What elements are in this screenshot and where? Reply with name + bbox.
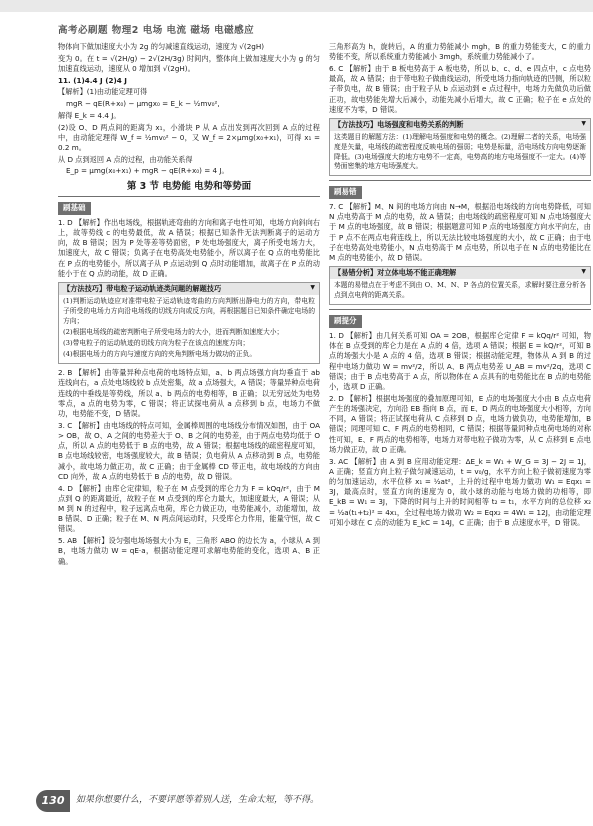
section-title: 第 3 节 电势能 电势和等势面 [126, 180, 252, 192]
footer-motto: 如果你想要什么，不要评愿等着别人送，生命太短，等不得。 [76, 795, 320, 805]
q11-line: 【解析】(1)由动能定理可得 [58, 87, 148, 97]
q11-line: (2)设 O、D 两点间的距离为 x₁，小滑块 P 从 A 点出发到再次回到 A 点的过程中，由动能定理得 W_f = ½mv₀² − 0，又 W_f = 2×μmg(x₀+x₁)，可得 x₁ = 0.2 m。 [58, 122, 320, 152]
tip-line: (2)根据电场线的疏密判断电子所受电场力的大小，进而判断加速度大小； [63, 327, 284, 336]
tip-heading [59, 283, 319, 295]
error-analysis-box [329, 266, 591, 305]
tip-heading-text: 【方法技巧】电场强度和电势关系的判断 [334, 120, 464, 130]
tip-body [330, 279, 590, 304]
page-header: 高考必刷题 物理2 电场 电流 磁场 电磁感应 [58, 25, 255, 36]
page-number: 130 [36, 790, 70, 812]
top-gray-bar [0, 0, 593, 12]
tip-heading [330, 267, 590, 279]
tip-heading [330, 119, 590, 131]
method-tip-box [329, 118, 591, 176]
left-column [58, 42, 320, 777]
q11-line: 从 D 点到返回 A 点的过程，由功能关系得 [58, 154, 193, 164]
q2-improve-explanation: 2. D 【解析】根据电场强度的叠加原理可知，E 点的电场强度大小由 B 点点电荷产生的场强决定，方向沿 EB 指向 B 点，而 E、D 两点的电场强度大小相等，方向不同，A 错误；将正试探电荷从 C 点移到 D 点，电场力做负功，电势能增加，B 错误；同理可知 C、F 两点的电势相同，C 错误；根据等量同种点电荷电场的对称性可知，E、F 两点的电势相等，电场力对带电粒子做功为零，从 C 点移到 E 点电场力做正功，故 D 正确。 [329, 393, 591, 454]
q1-explanation: 1. D 【解析】作出电场线，根据轨迹弯曲的方向和离子电性可知，电场方向斜向右上，故等势线 c 的电势最低，故 A 错误；根据已知条件无法判断离子的运动方向，故 B 错误；因为 P 处等差等势面密，P 处电场强度大，离子所受电场力大，加速度大，故 C 错误；负离子在电势高处电势能小，所以离子在 Q 点的电势能比在 P 点的电势能小，所以离子从 P 点运动到 Q 点时动能增加，故离子在 P 点的动能小于在 Q 点的动能，故 D 正确。 [58, 217, 320, 278]
band-divider [329, 180, 591, 181]
q4-explanation: 4. D 【解析】由库仑定律知，粒子在 M 点受到的库仑力为 F = kQq/r²，由于 M 点到 Q 的距离最近，故粒子在 M 点受到的库仑力最大，加速度最大，A 错误；从 M 到 N 的过程中，粒子远离点电荷，库仑力做正功，电势能减小，动能增加，故 B 错误、D 正确；粒子在 M、N 两点间运动时，只受库仑力作用，能量守恒，故 C 错误。 [58, 483, 320, 534]
triangle-down-icon: ▼ [581, 120, 586, 128]
q1-improve-explanation: 1. D 【解析】由几何关系可知 OA = 2OB，根据库仑定律 F = kQq/r² 可知，物体在 B 点受到的库仑力是在 A 点的 4 倍，选项 A 错误；根据 E = kQ/r²，可知 B 点的场强大小是 A 点的 4 倍，选项 B 错误；根据动能定理，物体从 A 到 B 的过程中电场力做功 W = mv²/2，所以 A、B 两点电势差 U_AB = mv²/2q，选项 C 错误；由于 B 点电势高于 A 点，所以物体在 A 点具有的电势能比在 B 点的电势能小，选项 D 正确。 [329, 330, 591, 391]
q7-explanation: 7. C 【解析】M、N 间的电场方向由 N→M，根据沿电场线的方向电势降低，可知 N 点电势高于 M 点的电势，故 A 错误；由电场线的疏密程度可知 N 点电场强度大于 M 点的电场强度，故 B 错误；根据题意可知 P 点的电场强度方向水平向左，由于 P 点不在两点电荷连线上，所以无法比较电场强度的大小，故 C 正确；由于电子在电势高处电势能小，N 点电势高于 M 点电势，所以电子在 N 点的电势能比在 M 点的电势能小，故 D 错误。 [329, 201, 591, 263]
tip-line: 本题的易错点在于考虑不到由 O、M、N、P 各点的位置关系，求解时要注意分析各点到点电荷的距离关系。 [334, 281, 586, 300]
tip-line: (4)根据电场力的方向与速度方向的夹角判断电场力做功的正负。 [63, 349, 257, 358]
page-footer [36, 790, 576, 812]
band-improve: 刷提分 [329, 315, 362, 328]
q5-explanation: 5. AB 【解析】设匀强电场场强大小为 E，三角形 ABO 的边长为 a，小球从 A 到 B，电场力做功 W = qE·a，根据动能定理可求解电势能的变化，选项 A、B 正确。 [58, 536, 320, 566]
q11-line: E_p = μmg(x₀+x₁) + mgR − qE(R+x₀) = 4 J。 [66, 166, 229, 176]
q11-line: 解得 E_k = 4.4 J。 [58, 110, 121, 120]
q6-explanation: 6. C 【解析】由于 B 板电势高于 A 板电势，所以 b、c、d、e 四点中，c 点电势最高，故 A 错误；由于带电粒子做曲线运动，所受电场力指向轨迹的凹侧，所以粒子带负电，故 B 错误；由于粒子从 b 点运动到 e 点过程中，电场力先做负功后做正功，故电势能先增大后减小，动能先减小后增大，故 C 正确；粒子在 e 点处的速度不为零，D 错误。 [329, 63, 591, 114]
q3-improve-explanation: 3. AC 【解析】由 A 到 B 应用动能定理：ΔE_k = W₁ + W_G = 3J − 2J = 1J，A 正确；竖直方向上粒子做匀减速运动，t = v₀/g，水平方向上粒子做初速度为零的匀加速运动，水平位移 x₁ = ½at²，上升的过程中电场力做功 W₁ = Eqx₁ = 3J，最高点时，竖直方向的速度为 0，故小球的动能与电场力做的功相等，即 E_kB = W₁ = 3J，下降的时间与上升的时间相等 t₂ = t₁，水平方向的总位移 x₂ = ½a(t₁+t₂)² = 4x₁，全过程电场力做功 W₂ = Eqx₂ = 4W₁ = 12J，由动能定理可知小球在 C 点的动能为 E_kC = 14J，C 正确；由于 B 点速度水平，D 错误。 [329, 456, 591, 527]
q11-line: mgR − qE(R+x₀) − μmgx₀ = E_k − ½mv₀², [66, 99, 220, 109]
continuation-line: 物体向下做加速度大小为 2g 的匀减速直线运动，速度为 √(2gH) [58, 42, 265, 51]
band-divider [329, 309, 591, 310]
method-tip-box [58, 282, 320, 364]
continuation-line: 三角形高为 h，旋转后，A 的重力势能减小 mgh，B 的重力势能变大，C 的重力势能不变，所以系统重力势能减小 3mgh，系统重力势能减小了。 [329, 42, 591, 62]
band-divider [58, 196, 320, 197]
triangle-down-icon: ▼ [581, 268, 586, 276]
question-11-answer: 11. (1)4.4 J (2)4 J [58, 75, 127, 85]
triangle-down-icon: ▼ [310, 284, 315, 292]
right-column [329, 42, 591, 777]
tip-line: (3)带电粒子的运动轨迹的切线方向为粒子在该点的速度方向； [63, 338, 250, 347]
q2-explanation: 2. B 【解析】由等量异种点电荷的电场特点知，a、b 两点场强方向均垂直于 ab 连线向右，a 点处电场线较 b 点处密集，故 a 点场强大，A 错误；等量异种点电荷连线的中垂线是等势线，所以 a、b 两点的电势相等，B 正确；以无穷远处为电势零点，a 点的电势为零，C 错误；将正试探电荷从 a 点移到 b 点，电场力不做功，电势能不变，D 错误。 [58, 368, 320, 418]
band-error-prone: 刷易错 [329, 186, 362, 199]
band-basic: 刷基础 [58, 202, 91, 215]
tip-heading-text: 【方法技巧】带电粒子运动轨迹类问题的解题技巧 [63, 284, 222, 294]
tip-body [59, 295, 319, 363]
tip-line: 这类题目的解题方法：(1)理解电场强度和电势的概念。(2)理解二者的关系，电场强度是矢量，电场线的疏密程度反映电场的强弱；电势是标量，沿电场线方向电势逐渐降低。(3)电场强度大的地方电势不一定高，电势高的地方电场强度不一定大。(4)等势面密集的地方电场强度大。 [334, 133, 586, 171]
tip-body [330, 131, 590, 175]
tip-heading-text: 【易错分析】对立体电场不能正确理解 [334, 268, 457, 278]
continuation-line: 变为 0。在 t = √(2H/g) − 2√(2H/3g) 时间内，整体向上做加速度大小为 g 的匀加速直线运动，速度从 0 增加到 √(2gH)。 [58, 53, 320, 73]
q3-explanation: 3. C 【解析】由电场线的特点可知，金属棒周围的电场线分布情况如图，由于 OA > OB，故 O、A 之间的电势差大于 O、B 之间的电势差，由于两点电势均低于 O 点，所以 A 点的电势低于 B 点的电势，故 A 错误；根据电场线的疏密程度可知，B 点电场线较密，电场强度较大，故 B 错误；负电荷从 A 点移动到 B 点，电势能减小，故电场力做正功，故 C 正确；由于金属棒 CD 带正电，故电场线的方向由 CD 向外，故 A 点的电势低于 B 点的电势，故 D 错误。 [58, 420, 320, 481]
tip-line: (1)判断运动轨迹应对准带电粒子运动轨迹弯曲的方向判断出静电力的方向，带电粒子所受的电场力方向沿电场线的切线方向或反方向，再根据题目已知条件确定电场的方向； [63, 297, 315, 325]
